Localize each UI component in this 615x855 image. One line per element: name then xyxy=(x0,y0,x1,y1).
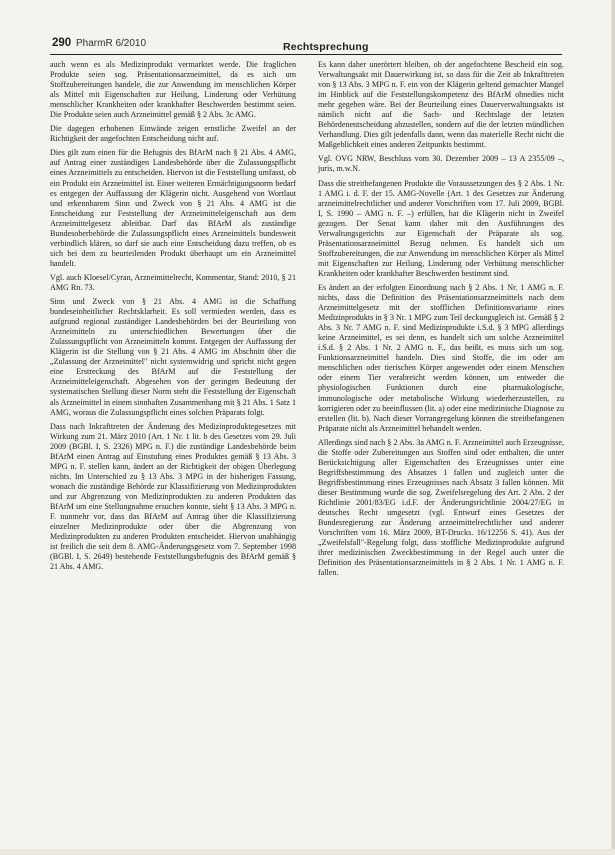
header-rule xyxy=(50,54,562,55)
paragraph: auch wenn es als Medizinprodukt vermarktet werde. Die fraglichen Produkte seien sog. Präsentationsarzneimittel, da es sich um Stoffzubereitungen handele, die zur Anwendung im menschlichen Körper als Mittel mit Eigenschaften zur Heilung, Linderung oder Verhütung menschlicher Krankheiten oder krankhafter Beschwerden bestimmt seien. Die Produkte seien auch Arzneimittel gemäß § 2 Abs. 3c AMG. xyxy=(50,60,296,120)
paragraph: Sinn und Zweck von § 21 Abs. 4 AMG ist die Schaffung bundeseinheitlicher Rechtsklarheit. Es soll vermieden werden, dass es aufgrund regional zuständiger Landesbehörden bei der Beurteilung von Arzneimitteln zu unterschiedlichen Bewertungen über die Zulassungspflicht von Arzneimitteln kommt. Entgegen der Auffassung der Klägerin ist die Stellung von § 21 Abs. 4 AMG im Abschnitt über die „Zulassung der Arzneimittel" nicht systemwidrig und spricht nicht gegen eine Erstreckung des BfArM auf die Feststellung der Arzneimitteleigenschaft. Abgesehen von der geringen Bedeutung der systematischen Stellung dieser Norm steht die Feststellung der Eigenschaft als Arzneimittel in einem sinnhaften Zusammenhang mit § 21 Abs. 1 Satz 1 AMG, woraus die Zulassungspflicht eines solchen Präparats folgt. xyxy=(50,297,296,417)
journal-reference: PharmR 6/2010 xyxy=(76,38,147,49)
scan-bottom-edge xyxy=(0,849,615,855)
right-column xyxy=(318,60,564,582)
page-header xyxy=(50,37,562,53)
citation: Vgl. auch Kloesel/Cyran, Arzneimittelrecht, Kommentar, Stand: 2010, § 21 AMG Rn. 73. xyxy=(50,272,296,292)
paragraph: Allerdings sind nach § 2 Abs. 3a AMG n. F. Arzneimittel auch Erzeugnisse, die Stoffe oder Zubereitungen aus Stoffen sind oder enthalten, die unter Berücksichtigung aller Eigenschaften des Erzeugnisses unter eine Begriffsbestimmung des Absatzes 1 fallen und zugleich unter die Begriffsbestimmung eines Erzeugnisses nach Absatz 3 fallen können. Mit dieser Bestimmung wurde die sog. Zweifelsregelung des Art. 2 Abs. 2 der Richtlinie 2001/83/EG i.d.F. der Änderungsrichtlinie 2004/27/EG in deutsches Recht umgesetzt (vgl. Entwurf eines Gesetzes der Bundesregierung zur Änderung arzneimittelrechtlicher und anderer Vorschriften vom 16. März 2009, BT-Drucks. 16/12256 S. 41). Aus der „Zweifelsfall"-Regelung folgt, dass stoffliche Medizinprodukte aufgrund ihrer medizinischen Zweckbestimmung in der Regel auch unter die Definition des Präsentationsarzneimittels in § 2 Abs. 1 Nr. 1 AMG n. F. fallen. xyxy=(318,437,564,578)
paragraph: Die dagegen erhobenen Einwände zeigen ernstliche Zweifel an der Richtigkeit der angefochten Entscheidung nicht auf. xyxy=(50,124,296,144)
scan-edge xyxy=(611,0,615,855)
paragraph: Dass die streitbefangenen Produkte die Voraussetzungen des § 2 Abs. 1 Nr. 1 AMG i. d. F. der 15. AMG-Novelle (Art. 1 des Gesetzes zur Änderung arzneimittelrechtlicher und anderer Vorschriften vom 17. Juli 2009, BGBl. I, S. 1990 – AMG n. F. –) erfüllen, hat die Klägerin nicht in Zweifel gezogen. Der Senat kann daher mit den Ausführungen des Verwaltungsgerichts zur Eigenschaft der Präparate als sog. Präsentationsarzneimittel Bezug nehmen. Es handelt sich um Stoffzubereitungen, die zur Anwendung im menschlichen Körper als Mittel mit Eigenschaften zur Heilung, Linderung oder Verhütung menschlicher Krankheiten oder krankhafter Beschwerden bestimmt sind. xyxy=(318,178,564,278)
citation: Vgl. OVG NRW, Beschluss vom 30. Dezember 2009 – 13 A 2355/09 –, juris, m.w.N. xyxy=(318,154,564,174)
paragraph: Dass nach Inkrafttreten der Änderung des Medizinproduktegesetzes mit Wirkung zum 21. März 2010 (Art. 1 Nr. 1 lit. b des Gesetzes vom 29. Juli 2009 (BGBl. I, S. 2326) MPG n. F.) die zuständige Landesbehörde beim BfArM einen Antrag auf Einstufung eines Produktes gemäß § 13 Abs. 3 MPG n. F. stellen kann, ändert an der Richtigkeit der obigen Überlegung nichts. Im Unterschied zu § 13 Abs. 3 MPG in der bisherigen Fassung, wonach die zuständige Behörde zur Klassifizierung von Medizinprodukten und zur Abgrenzung von Medizinprodukten zu anderen Produkten das BfArM um eine Stellungnahme ersuchen konnte, sieht § 13 Abs. 3 MPG n. F. nunmehr vor, dass das BfArM auf Antrag über die Klassifizierung einzelner Medizinprodukte oder über die Abgrenzung von Medizinprodukten zu anderen Produkten entscheidet. Hiervon unabhängig ist freilich die seit dem 8. AMG-Änderungsgesetz vom 7. September 1998 (BGBl. I, S. 2649) bestehende Feststellungsbefugnis des BfArM gemäß § 21 Abs. 4 AMG. xyxy=(50,421,296,572)
section-title: Rechtsprechung xyxy=(283,41,369,53)
paragraph: Es ändert an der erfolgten Einordnung nach § 2 Abs. 1 Nr. 1 AMG n. F. nichts, dass die Definition des Präsentationsarzneimittels nach dem Arzneimittelgesetz mit der stofflichen Definitionsvariante eines Medizinprodukts in § 3 Nr. 1 MPG zum Teil deckungsgleich ist. Gemäß § 2 Abs. 3 Nr. 7 AMG n. F. sind Medizinprodukte i.S.d. § 3 MPG allerdings keine Arzneimittel, es sei denn, es handelt sich um solche Arzneimittel i.S.d. § 2 Abs. 1 Nr. 2 AMG n. F., das heißt, es muss sich um sog. Funktionsarzneimittel handeln. Dies sind Stoffe, die im oder am menschlichen oder tierischen Körper angewendet oder einem Menschen oder einem Tier verabreicht werden können, um entweder die physiologischen Funktionen durch eine pharmakologische, immunologische oder metabolische Wirkung wiederherzustellen, zu korrigieren oder zu beeinflussen (lit. a) oder eine medizinische Diagnose zu erstellen (lit. b). Nach dieser Vorrangregelung können die streitbefangenen Präparate nicht als Arzneimittel behandelt werden. xyxy=(318,282,564,433)
page-number: 290 xyxy=(52,37,72,49)
paragraph: Es kann daher unerörtert bleiben, ob der angefochtene Bescheid ein sog. Verwaltungsakt mit Dauerwirkung ist, so dass für die Zeit ab Inkrafttreten von § 13 Abs. 3 MPG n. F. ein von der Klägerin geltend gemachter Mangel im Hinblick auf die Feststellungskompetenz des BfArM ohnedies nicht mehr gegeben wäre. Bei der Beurteilung eines Dauerverwaltungsakts ist nämlich nicht auf die Sach- und Rechtslage der letzten Behördenentscheidung abzustellen, sondern auf die der letzten mündlichen Verhandlung. Dies gilt jedenfalls dann, wenn das materielle Recht nicht die Maßgeblichkeit eines anderen Zeitpunkts bestimmt. xyxy=(318,60,564,150)
paragraph: Dies gilt zum einen für die Befugnis des BfArM nach § 21 Abs. 4 AMG, auf Antrag einer zuständigen Landesbehörde über die Zulassungspflicht eines Arzneimittels zu entscheiden. Hiervon ist die Feststellung umfasst, ob ein Produkt ein Arzneimittel ist. Einer weiteren Ermächtigungsnorm bedarf es entgegen der Auffassung der Klägerin nicht. Ausgehend von Wortlaut und erkennbarem Sinn und Zweck von § 21 Abs. 4 AMG ist die Entscheidung zur Feststellung der Arzneimitteleigenschaft aus dem Arzneimittelgesetz ableitbar. Darf das BfArM als zuständige Bundesoberbehörde die Zulassungspflicht eines Arzneimittels bundesweit verbindlich klären, so darf sie auch eine Entscheidung dazu treffen, ob es sich bei dem zu beurteilenden Produkt überhaupt um ein Arzneimittel handelt. xyxy=(50,148,296,268)
left-column xyxy=(50,60,296,576)
